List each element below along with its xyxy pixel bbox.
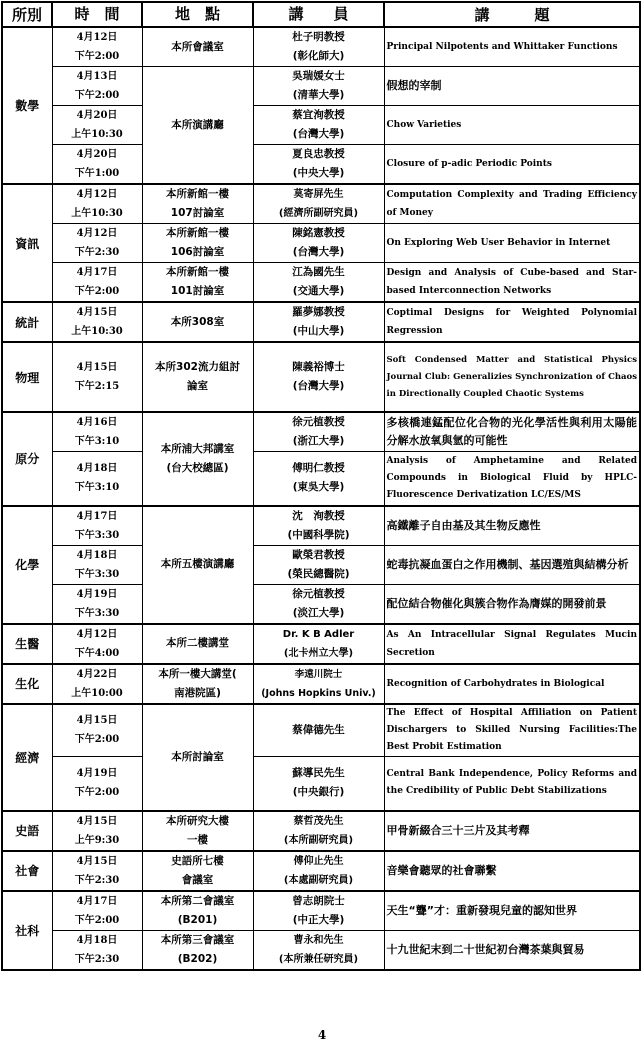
date-text: 4月18日 [76, 463, 118, 475]
time-cell [52, 811, 142, 851]
speaker-name: 曾志朗院士 [292, 894, 345, 907]
place-cell [142, 704, 253, 811]
speaker-cell [253, 811, 384, 851]
date-text: 4月15日 [76, 362, 118, 373]
time-text: 下午2:15 [74, 381, 120, 392]
time-text: 下午2:30 [74, 874, 120, 886]
time-cell [52, 263, 142, 303]
speaker-name: 李遠川院士 [294, 668, 343, 680]
speaker-name: 徐元植教授 [292, 416, 345, 428]
place-text-2: 107討論室 [170, 207, 225, 219]
place-text: 本所一樓大講堂( [158, 667, 237, 680]
time-cell [52, 757, 142, 811]
speaker-affiliation: (中山大學) [292, 325, 345, 337]
table-row [2, 624, 640, 664]
time-cell [52, 302, 142, 342]
topic-cell: 蛇毒抗凝血蛋白之作用機制、基因選殖與結構分析 [384, 545, 640, 584]
speaker-affiliation: (中國科學院) [287, 528, 350, 541]
topic-cell: As An Intracellular Signal Regulates Mucin Secretion [384, 624, 640, 664]
place-cell [142, 891, 253, 931]
dept-cell: 史語 [2, 811, 52, 851]
speaker-cell [253, 184, 384, 224]
topic-cell: The Effect of Hospital Affiliation on Patient Dischargers to Skilled Nursing Facilities:The Best Probit Estimation [384, 704, 640, 757]
topic-cell: 假想的宰制 [384, 67, 640, 106]
speaker-name: 蔡哲茂先生 [293, 815, 344, 827]
speaker-cell [253, 757, 384, 811]
table-row [2, 27, 640, 67]
place-cell [142, 302, 253, 342]
time-text: 下午2:00 [74, 51, 120, 62]
speaker-affiliation: (北卡州立大學) [283, 647, 354, 659]
topic-cell: 甲骨新綴合三十三片及其考釋 [384, 811, 640, 851]
dept-cell: 物理 [2, 342, 52, 412]
time-cell [52, 342, 142, 412]
header-dept: 所別 [2, 2, 52, 27]
date-text: 4月18日 [76, 934, 118, 946]
place-cell [142, 412, 253, 506]
speaker-cell [253, 412, 384, 452]
place-text-2: 101討論室 [170, 285, 225, 297]
speaker-affiliation: (本處副研究員) [283, 874, 354, 886]
speaker-name: 蔡宜洵教授 [292, 109, 345, 121]
topic-cell: Principal Nilpotents and Whittaker Functions [384, 27, 640, 67]
table-row [2, 302, 640, 342]
time-cell [52, 891, 142, 931]
topic-cell: Coptimal Designs for Weighted Polynomial Regression [384, 302, 640, 342]
topic-cell: Closure of p-adic Periodic Points [384, 145, 640, 185]
date-text: 4月20日 [76, 149, 118, 160]
place-cell [142, 342, 253, 412]
table-row [2, 106, 640, 145]
place-text-2: (台大校總區) [166, 461, 229, 474]
speaker-cell [253, 67, 384, 106]
speaker-name: 沈 洵教授 [292, 509, 345, 522]
speaker-name: 蘇導民先生 [292, 767, 345, 780]
topic-cell: 高鐵離子自由基及其生物反應性 [384, 506, 640, 546]
speaker-affiliation: (台灣大學) [292, 128, 345, 140]
time-text: 上午9:30 [74, 834, 120, 846]
speaker-affiliation: (中央大學) [292, 167, 345, 179]
time-cell [52, 704, 142, 757]
place-text: 本所第二會議室 [160, 894, 235, 907]
table-row [2, 851, 640, 891]
time-text: 上午10:30 [71, 326, 123, 337]
time-text: 下午1:00 [74, 168, 120, 179]
time-text: 下午2:30 [74, 953, 120, 965]
table-row [2, 506, 640, 546]
dept-cell: 社會 [2, 851, 52, 891]
date-text: 4月19日 [76, 768, 118, 780]
place-cell [142, 263, 253, 303]
topic-cell: Analysis of Amphetamine and Related Compounds in Biological Fluid by HPLC-Fluorescence Derivatization LC/ES/MS [384, 452, 640, 506]
speaker-cell [253, 506, 384, 546]
speaker-cell [253, 342, 384, 412]
date-text: 4月15日 [76, 715, 118, 727]
speaker-cell [253, 930, 384, 970]
speaker-cell [253, 891, 384, 931]
time-cell [52, 624, 142, 664]
speaker-name: Dr. K B Adler [282, 628, 355, 640]
table-row [2, 891, 640, 931]
date-text: 4月17日 [76, 895, 118, 907]
header-topic: 講 題 [384, 2, 640, 27]
speaker-cell [253, 624, 384, 664]
speaker-cell [253, 302, 384, 342]
date-text: 4月19日 [76, 588, 118, 600]
speaker-cell [253, 224, 384, 263]
date-text: 4月18日 [76, 549, 118, 561]
dept-cell: 經濟 [2, 704, 52, 811]
page-number: 4 [317, 1028, 327, 1042]
time-cell [52, 27, 142, 67]
place-text: 本所討論室 [171, 750, 224, 763]
time-text: 下午3:10 [74, 482, 120, 494]
speaker-affiliation: (台灣大學) [292, 246, 345, 258]
topic-cell: Computation Complexity and Trading Efficiency of Money [384, 184, 640, 224]
speaker-cell [253, 584, 384, 624]
topic-cell: 十九世紀末到二十世紀初台灣茶葉與貿易 [384, 930, 640, 970]
time-text: 上午10:30 [71, 208, 123, 219]
topic-cell: 音樂會聽眾的社會聯繫 [384, 851, 640, 891]
speaker-name: 傅明仁教授 [292, 462, 345, 475]
time-cell [52, 452, 142, 506]
speaker-cell [253, 452, 384, 506]
place-text: 本所302流力組討 [155, 361, 240, 373]
place-cell [142, 811, 253, 851]
speaker-name: 徐元植教授 [292, 587, 345, 600]
speaker-affiliation: (本所兼任研究員) [278, 953, 359, 965]
speaker-cell [253, 145, 384, 185]
table-row [2, 545, 640, 584]
time-cell [52, 851, 142, 891]
speaker-affiliation: (本所副研究員) [283, 834, 354, 846]
time-text: 下午3:30 [74, 529, 120, 541]
time-text: 下午2:00 [74, 914, 120, 926]
time-text: 下午2:00 [74, 787, 120, 799]
table-row [2, 930, 640, 970]
speaker-name: 吳瑞媛女士 [292, 70, 345, 82]
time-cell [52, 184, 142, 224]
place-text: 本所演講廳 [171, 118, 224, 131]
topic-cell: Design and Analysis of Cube-based and Star-based Interconnection Networks [384, 263, 640, 303]
place-text: 本所第三會議室 [160, 933, 235, 946]
speaker-affiliation: (浙江大學) [292, 435, 345, 447]
speaker-cell [253, 106, 384, 145]
place-text: 本所新館一樓 [166, 227, 229, 239]
speaker-affiliation: (淡江大學) [292, 606, 345, 619]
topic-cell: Recognition of Carbohydrates in Biological [384, 664, 640, 704]
topic-cell: 天生“聾”才：重新發現兒童的認知世界 [384, 891, 640, 931]
dept-cell: 生醫 [2, 624, 52, 664]
speaker-name: 歐榮君教授 [292, 548, 345, 561]
header-time: 時 間 [52, 2, 142, 27]
speaker-name: 夏良忠教授 [292, 148, 345, 160]
speaker-affiliation: (經濟所副研究員) [278, 208, 359, 219]
place-cell [142, 930, 253, 970]
place-text: 本所研究大樓 [166, 814, 229, 827]
speaker-affiliation: (中正大學) [292, 913, 345, 926]
table-row [2, 412, 640, 452]
time-cell [52, 412, 142, 452]
table-row [2, 224, 640, 263]
time-cell [52, 506, 142, 546]
time-text: 下午2:00 [74, 734, 120, 746]
speaker-cell [253, 263, 384, 303]
date-text: 4月13日 [76, 71, 118, 82]
time-text: 下午3:30 [74, 568, 120, 580]
speaker-affiliation: (中央銀行) [292, 786, 345, 799]
place-text-2: 106討論室 [170, 246, 225, 258]
date-text: 4月12日 [76, 189, 118, 200]
time-text: 下午2:30 [74, 247, 120, 258]
time-text: 下午2:00 [74, 90, 120, 101]
date-text: 4月12日 [76, 628, 118, 640]
place-cell [142, 624, 253, 664]
speaker-affiliation: (清華大學) [292, 89, 345, 101]
place-cell [142, 27, 253, 67]
time-cell [52, 545, 142, 584]
place-text-2: 一樓 [187, 833, 208, 846]
table-row [2, 184, 640, 224]
speaker-name: 杜子明教授 [292, 31, 345, 43]
date-text: 4月15日 [76, 815, 118, 827]
date-text: 4月15日 [76, 855, 118, 867]
speaker-affiliation: (彰化師大) [292, 50, 345, 62]
topic-cell: Central Bank Independence, Policy Reforms and the Credibility of Public Debt Stabilizations [384, 757, 640, 811]
dept-cell: 社科 [2, 891, 52, 970]
time-cell [52, 584, 142, 624]
date-text: 4月16日 [76, 417, 118, 428]
date-text: 4月22日 [76, 668, 118, 680]
place-cell [142, 224, 253, 263]
speaker-affiliation: (東吳大學) [292, 481, 345, 494]
table-row [2, 811, 640, 851]
speaker-name: 蔡偉德先生 [292, 723, 345, 736]
speaker-name: 莫寄屏先生 [293, 189, 344, 200]
dept-cell: 生化 [2, 664, 52, 704]
table-row [2, 584, 640, 624]
time-cell [52, 67, 142, 106]
place-text-2: 會議室 [181, 873, 214, 886]
dept-cell: 原分 [2, 412, 52, 506]
dept-cell: 化學 [2, 506, 52, 624]
table-row [2, 263, 640, 303]
speaker-affiliation: (交通大學) [292, 285, 345, 297]
table-row [2, 452, 640, 506]
speaker-name: 羅夢娜教授 [292, 306, 345, 318]
speaker-cell [253, 545, 384, 584]
schedule-body [2, 27, 640, 970]
place-text: 本所浦大邦講室 [160, 442, 235, 455]
seminar-schedule-table [1, 1, 641, 971]
table-row [2, 67, 640, 106]
place-cell [142, 67, 253, 185]
date-text: 4月17日 [76, 510, 118, 522]
speaker-name: 陳義裕博士 [292, 361, 345, 373]
speaker-cell [253, 704, 384, 757]
place-cell [142, 851, 253, 891]
time-text: 上午10:00 [71, 687, 123, 699]
place-text-2: 論室 [187, 380, 208, 392]
place-text: 史語所七樓 [171, 854, 224, 867]
time-text: 下午3:10 [74, 436, 120, 447]
speaker-affiliation: (Johns Hopkins Univ.) [261, 687, 376, 699]
topic-cell: 多核橋連錳配位化合物的光化學活性與利用太陽能分解水放氧與氫的可能性 [384, 412, 640, 452]
speaker-affiliation: (台灣大學) [292, 380, 345, 392]
place-cell [142, 664, 253, 704]
table-row [2, 664, 640, 704]
date-text: 4月17日 [76, 267, 118, 278]
time-cell [52, 224, 142, 263]
place-text: 本所新館一樓 [166, 266, 229, 278]
place-cell [142, 506, 253, 624]
speaker-name: 傅仰止先生 [293, 855, 344, 867]
time-text: 上午10:30 [71, 129, 123, 140]
date-text: 4月20日 [76, 110, 118, 121]
place-text: 本所新館一樓 [166, 188, 229, 200]
place-text: 本所二樓講堂 [166, 637, 229, 649]
topic-cell: On Exploring Web User Behavior in Internet [384, 224, 640, 263]
speaker-name: 江為國先生 [292, 266, 345, 278]
place-text: 本所五樓演講廳 [160, 558, 235, 570]
speaker-cell [253, 664, 384, 704]
dept-cell: 資訊 [2, 184, 52, 302]
place-cell [142, 184, 253, 224]
place-text-2: (B202) [177, 952, 218, 965]
header-place: 地 點 [142, 2, 253, 27]
time-cell [52, 664, 142, 704]
topic-cell: Chow Varieties [384, 106, 640, 145]
table-row [2, 757, 640, 811]
speaker-name: 曹永和先生 [293, 934, 344, 946]
topic-cell: Soft Condensed Matter and Statistical Physics Journal Club: Generalizies Synchronization of Chaos in Directionally Coupled Chaotic Systems [384, 342, 640, 412]
speaker-name: 陳銘憲教授 [292, 227, 345, 239]
date-text: 4月12日 [76, 32, 118, 43]
place-text: 本所會議室 [171, 40, 224, 53]
speaker-cell [253, 27, 384, 67]
time-text: 下午2:00 [74, 286, 120, 297]
table-row [2, 704, 640, 757]
topic-cell: 配位結合物催化與簇合物作為膺媒的開發前景 [384, 584, 640, 624]
table-header-row [2, 2, 640, 27]
speaker-affiliation: (榮民總醫院) [287, 567, 350, 580]
speaker-cell [253, 851, 384, 891]
dept-cell: 統計 [2, 302, 52, 342]
date-text: 4月15日 [76, 307, 118, 318]
time-text: 下午4:00 [74, 647, 120, 659]
time-text: 下午3:30 [74, 607, 120, 619]
date-text: 4月12日 [76, 228, 118, 239]
time-cell [52, 106, 142, 145]
table-row [2, 145, 640, 185]
place-text-2: 南港院區) [174, 686, 221, 699]
header-speaker: 講 員 [253, 2, 384, 27]
table-row [2, 342, 640, 412]
time-cell [52, 930, 142, 970]
time-cell [52, 145, 142, 185]
place-text-2: (B201) [177, 913, 218, 926]
place-text: 本所308室 [170, 315, 225, 328]
dept-cell: 數學 [2, 27, 52, 184]
